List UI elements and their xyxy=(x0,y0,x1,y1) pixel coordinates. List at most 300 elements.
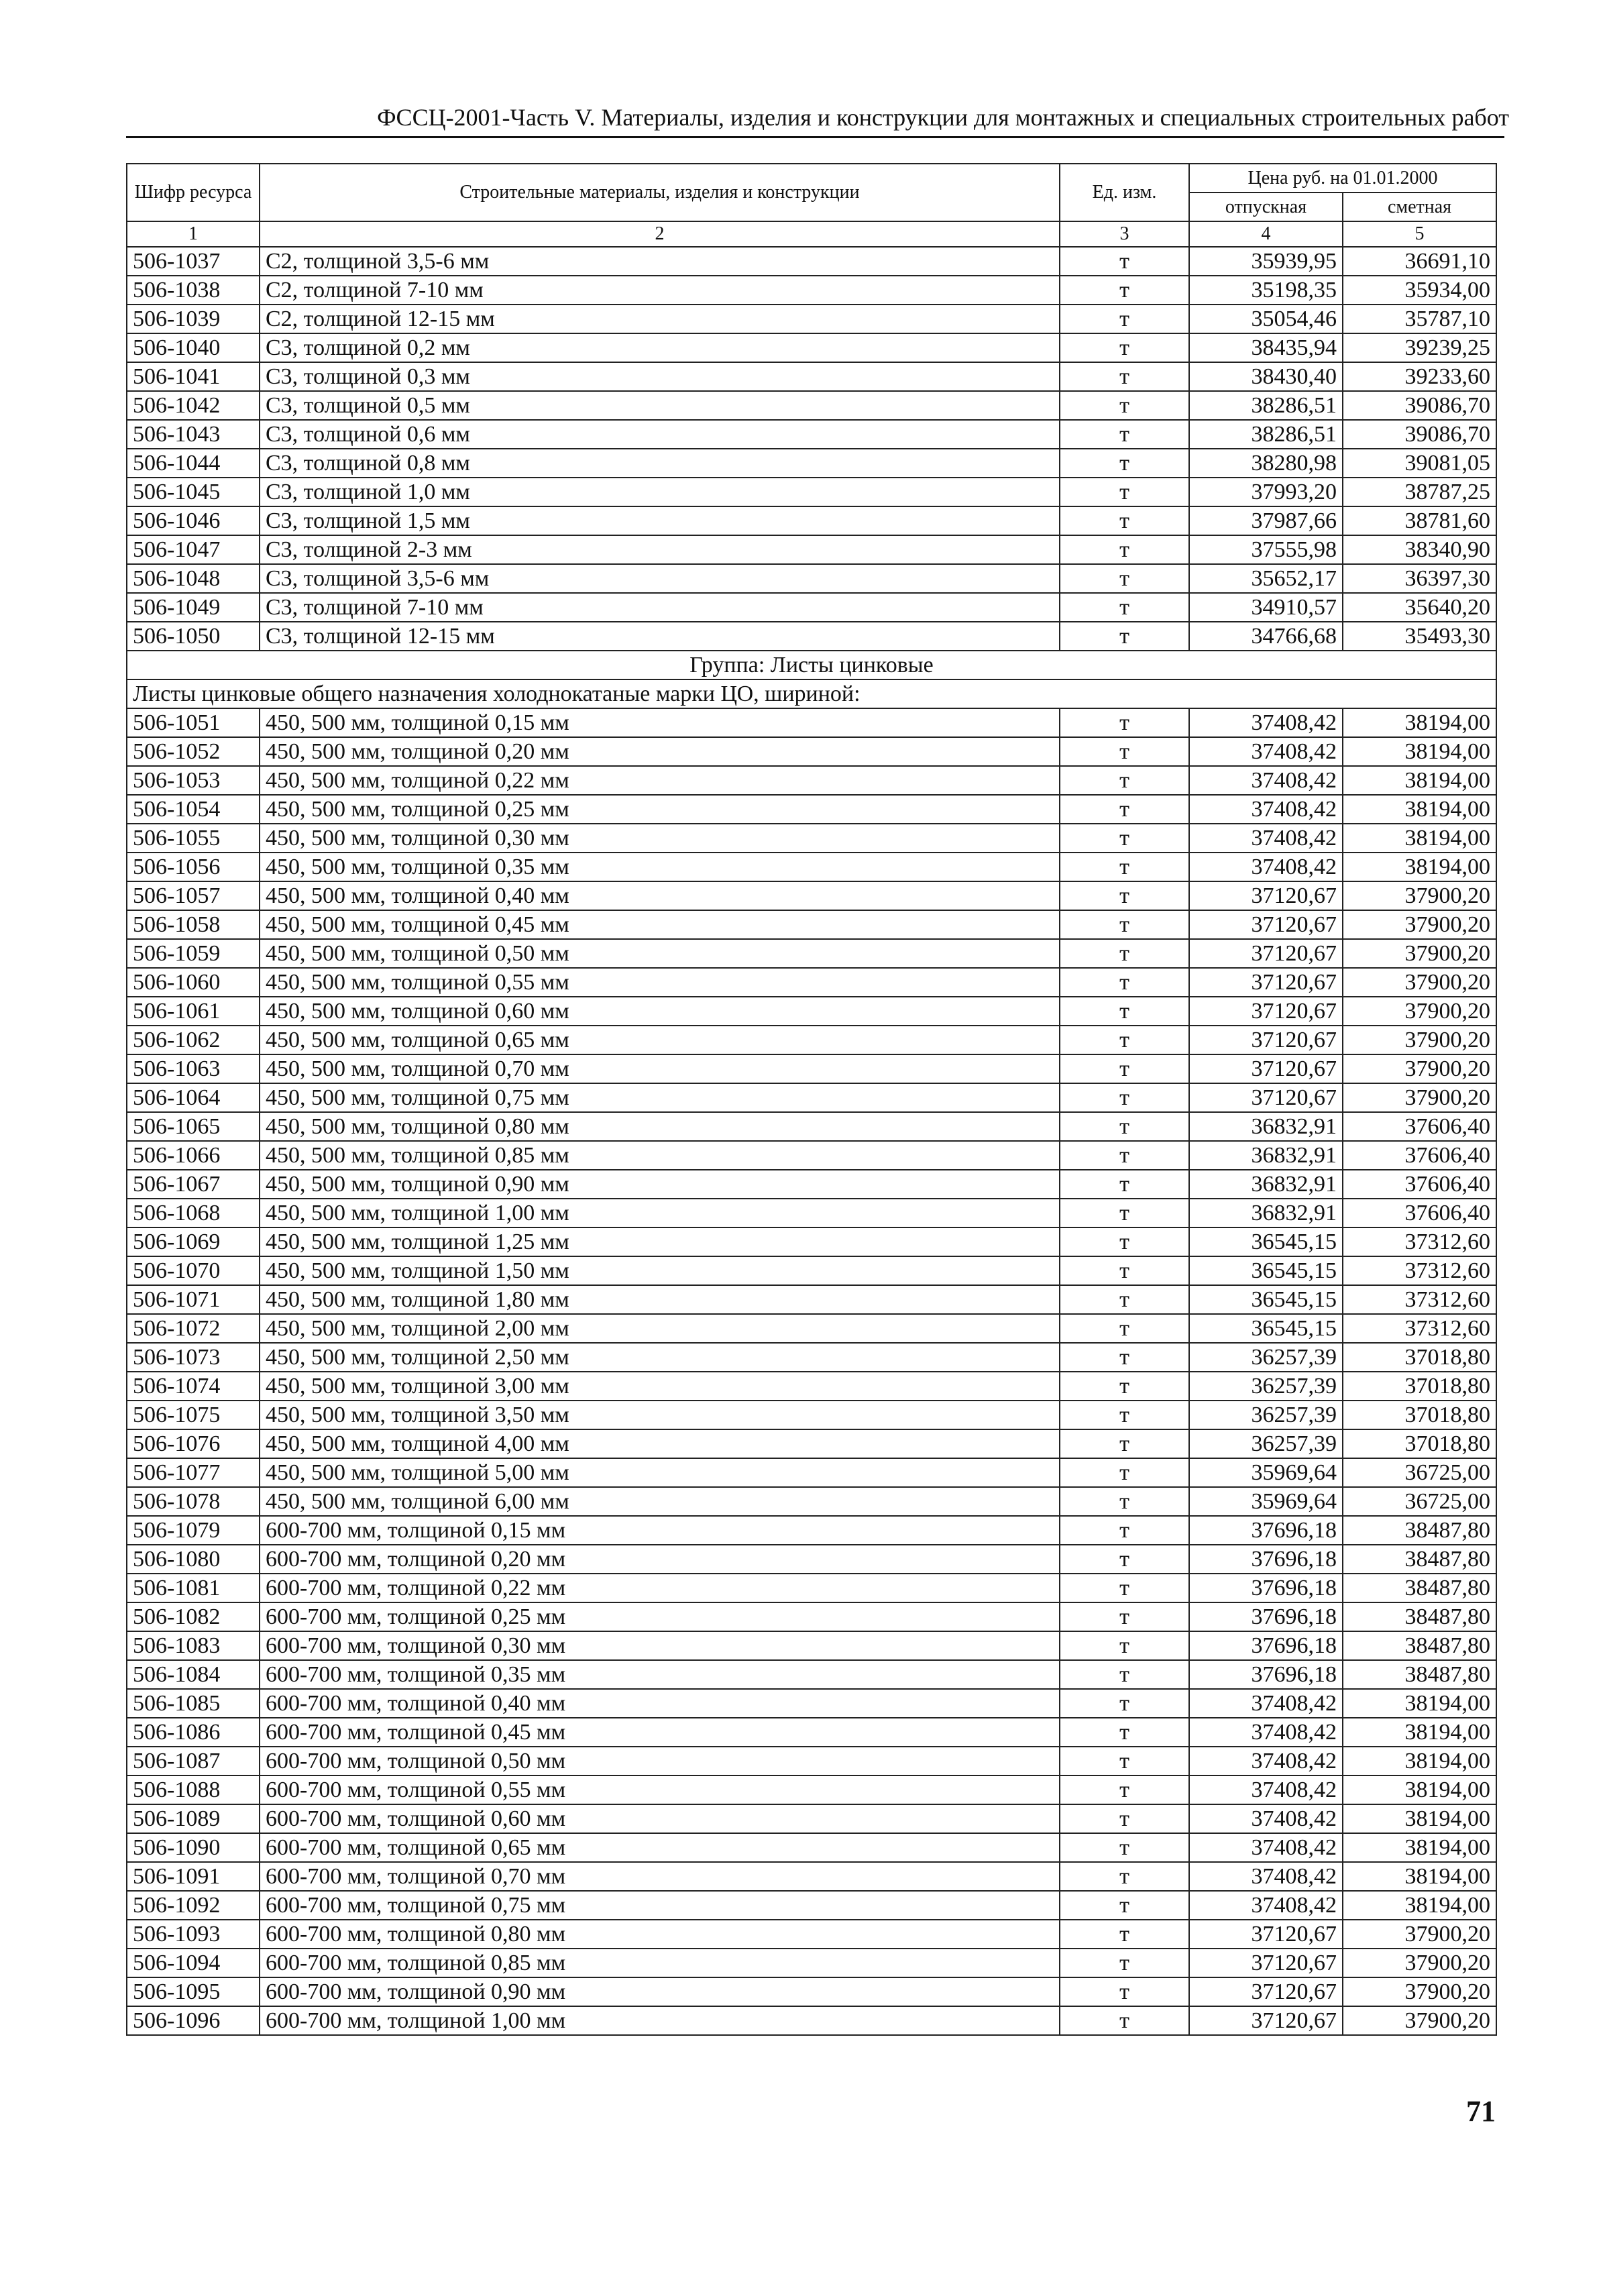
unit-of-measure: т xyxy=(1060,1199,1189,1227)
release-price: 37120,67 xyxy=(1189,881,1343,910)
release-price: 37696,18 xyxy=(1189,1545,1343,1574)
release-price: 37408,42 xyxy=(1189,766,1343,795)
unit-of-measure: т xyxy=(1060,622,1189,651)
release-price: 35969,64 xyxy=(1189,1458,1343,1487)
estimate-price: 38487,80 xyxy=(1343,1631,1496,1660)
resource-code: 506-1085 xyxy=(127,1689,260,1718)
material-name: 600-700 мм, толщиной 0,55 мм xyxy=(260,1775,1060,1804)
page-header-title: ФССЦ-2001-Часть V. Материалы, изделия и конструкции для монтажных и специальных строительных работ xyxy=(377,104,1509,131)
release-price: 36832,91 xyxy=(1189,1199,1343,1227)
material-name: 450, 500 мм, толщиной 0,22 мм xyxy=(260,766,1060,795)
table-row xyxy=(127,997,1496,1026)
material-name: 450, 500 мм, толщиной 0,30 мм xyxy=(260,824,1060,853)
material-name: 450, 500 мм, толщиной 0,90 мм xyxy=(260,1170,1060,1199)
release-price: 37120,67 xyxy=(1189,968,1343,997)
unit-of-measure: т xyxy=(1060,276,1189,305)
table-row xyxy=(127,824,1496,853)
estimate-price: 37900,20 xyxy=(1343,1977,1496,2006)
material-name: С3, толщиной 0,2 мм xyxy=(260,333,1060,362)
material-name: 450, 500 мм, толщиной 1,00 мм xyxy=(260,1199,1060,1227)
unit-of-measure: т xyxy=(1060,593,1189,622)
estimate-price: 38194,00 xyxy=(1343,824,1496,853)
resource-code: 506-1052 xyxy=(127,737,260,766)
table-row xyxy=(127,881,1496,910)
column-number: 2 xyxy=(260,221,1060,247)
resource-code: 506-1046 xyxy=(127,506,260,535)
resource-code: 506-1072 xyxy=(127,1314,260,1343)
estimate-price: 37900,20 xyxy=(1343,997,1496,1026)
estimate-price: 35787,10 xyxy=(1343,305,1496,333)
unit-of-measure: т xyxy=(1060,997,1189,1026)
release-price: 36832,91 xyxy=(1189,1112,1343,1141)
table-row xyxy=(127,1516,1496,1545)
material-name: 450, 500 мм, толщиной 0,60 мм xyxy=(260,997,1060,1026)
unit-of-measure: т xyxy=(1060,1977,1189,2006)
release-price: 36832,91 xyxy=(1189,1170,1343,1199)
estimate-price: 37606,40 xyxy=(1343,1199,1496,1227)
material-name: 450, 500 мм, толщиной 0,85 мм xyxy=(260,1141,1060,1170)
estimate-price: 37900,20 xyxy=(1343,1920,1496,1949)
table-row xyxy=(127,1343,1496,1372)
release-price: 37408,42 xyxy=(1189,1747,1343,1775)
estimate-price: 37018,80 xyxy=(1343,1372,1496,1401)
material-name: С3, толщиной 2-3 мм xyxy=(260,535,1060,564)
estimate-price: 36725,00 xyxy=(1343,1458,1496,1487)
table-row xyxy=(127,1833,1496,1862)
table-row xyxy=(127,1026,1496,1054)
resource-code: 506-1040 xyxy=(127,333,260,362)
resource-code: 506-1062 xyxy=(127,1026,260,1054)
unit-of-measure: т xyxy=(1060,391,1189,420)
release-price: 37120,67 xyxy=(1189,1977,1343,2006)
table-row xyxy=(127,593,1496,622)
unit-of-measure: т xyxy=(1060,1775,1189,1804)
material-name: С3, толщиной 1,5 мм xyxy=(260,506,1060,535)
table-row xyxy=(127,333,1496,362)
release-price: 37696,18 xyxy=(1189,1516,1343,1545)
release-price: 37120,67 xyxy=(1189,1083,1343,1112)
material-name: 600-700 мм, толщиной 0,75 мм xyxy=(260,1891,1060,1920)
estimate-price: 37900,20 xyxy=(1343,1949,1496,1977)
estimate-price: 38194,00 xyxy=(1343,766,1496,795)
estimate-price: 37312,60 xyxy=(1343,1285,1496,1314)
resource-code: 506-1092 xyxy=(127,1891,260,1920)
material-name: 450, 500 мм, толщиной 0,55 мм xyxy=(260,968,1060,997)
table-row xyxy=(127,1602,1496,1631)
release-price: 37696,18 xyxy=(1189,1660,1343,1689)
header-code: Шифр ресурса xyxy=(127,164,260,221)
table-row xyxy=(127,1891,1496,1920)
estimate-price: 38194,00 xyxy=(1343,853,1496,881)
release-price: 34910,57 xyxy=(1189,593,1343,622)
material-name: 600-700 мм, толщиной 0,25 мм xyxy=(260,1602,1060,1631)
release-price: 37408,42 xyxy=(1189,1775,1343,1804)
estimate-price: 37900,20 xyxy=(1343,910,1496,939)
table-row xyxy=(127,1804,1496,1833)
material-name: 600-700 мм, толщиной 0,30 мм xyxy=(260,1631,1060,1660)
material-name: С3, толщиной 3,5-6 мм xyxy=(260,564,1060,593)
estimate-price: 35934,00 xyxy=(1343,276,1496,305)
unit-of-measure: т xyxy=(1060,2006,1189,2035)
unit-of-measure: т xyxy=(1060,910,1189,939)
unit-of-measure: т xyxy=(1060,1343,1189,1372)
release-price: 37408,42 xyxy=(1189,1689,1343,1718)
estimate-price: 37018,80 xyxy=(1343,1343,1496,1372)
estimate-price: 39086,70 xyxy=(1343,420,1496,449)
table-row xyxy=(127,247,1496,276)
table-body-group xyxy=(127,708,1496,2035)
resource-code: 506-1058 xyxy=(127,910,260,939)
table-row xyxy=(127,1314,1496,1343)
unit-of-measure: т xyxy=(1060,824,1189,853)
table-row xyxy=(127,1689,1496,1718)
unit-of-measure: т xyxy=(1060,478,1189,506)
material-name: С3, толщиной 12-15 мм xyxy=(260,622,1060,651)
resource-code: 506-1095 xyxy=(127,1977,260,2006)
material-name: 600-700 мм, толщиной 0,45 мм xyxy=(260,1718,1060,1747)
price-table xyxy=(126,163,1497,2036)
material-name: 600-700 мм, толщиной 0,40 мм xyxy=(260,1689,1060,1718)
estimate-price: 37900,20 xyxy=(1343,2006,1496,2035)
estimate-price: 38194,00 xyxy=(1343,737,1496,766)
material-name: С3, толщиной 0,5 мм xyxy=(260,391,1060,420)
resource-code: 506-1061 xyxy=(127,997,260,1026)
table-row xyxy=(127,1429,1496,1458)
release-price: 38280,98 xyxy=(1189,449,1343,478)
resource-code: 506-1075 xyxy=(127,1401,260,1429)
release-price: 37120,67 xyxy=(1189,997,1343,1026)
table-row xyxy=(127,1718,1496,1747)
unit-of-measure: т xyxy=(1060,420,1189,449)
table-row xyxy=(127,1631,1496,1660)
material-name: 600-700 мм, толщиной 0,35 мм xyxy=(260,1660,1060,1689)
estimate-price: 38194,00 xyxy=(1343,1689,1496,1718)
material-name: 450, 500 мм, толщиной 0,20 мм xyxy=(260,737,1060,766)
release-price: 34766,68 xyxy=(1189,622,1343,651)
estimate-price: 38487,80 xyxy=(1343,1574,1496,1602)
page-number: 71 xyxy=(1466,2095,1496,2128)
resource-code: 506-1082 xyxy=(127,1602,260,1631)
release-price: 37120,67 xyxy=(1189,1920,1343,1949)
release-price: 37408,42 xyxy=(1189,737,1343,766)
table-row xyxy=(127,853,1496,881)
table-row xyxy=(127,1977,1496,2006)
material-name: 600-700 мм, толщиной 0,50 мм xyxy=(260,1747,1060,1775)
table-body-top xyxy=(127,247,1496,651)
estimate-price: 38194,00 xyxy=(1343,708,1496,737)
release-price: 37993,20 xyxy=(1189,478,1343,506)
release-price: 37120,67 xyxy=(1189,1026,1343,1054)
estimate-price: 37900,20 xyxy=(1343,881,1496,910)
header-price: Цена руб. на 01.01.2000 xyxy=(1189,164,1496,193)
resource-code: 506-1077 xyxy=(127,1458,260,1487)
release-price: 37408,42 xyxy=(1189,824,1343,853)
resource-code: 506-1051 xyxy=(127,708,260,737)
unit-of-measure: т xyxy=(1060,1891,1189,1920)
table-row xyxy=(127,737,1496,766)
release-price: 37120,67 xyxy=(1189,2006,1343,2035)
release-price: 36545,15 xyxy=(1189,1256,1343,1285)
table-row xyxy=(127,795,1496,824)
resource-code: 506-1048 xyxy=(127,564,260,593)
release-price: 37408,42 xyxy=(1189,1862,1343,1891)
material-name: 450, 500 мм, толщиной 3,00 мм xyxy=(260,1372,1060,1401)
release-price: 35198,35 xyxy=(1189,276,1343,305)
unit-of-measure: т xyxy=(1060,1458,1189,1487)
material-name: 600-700 мм, толщиной 0,15 мм xyxy=(260,1516,1060,1545)
release-price: 37408,42 xyxy=(1189,1804,1343,1833)
unit-of-measure: т xyxy=(1060,1314,1189,1343)
release-price: 35939,95 xyxy=(1189,247,1343,276)
resource-code: 506-1057 xyxy=(127,881,260,910)
unit-of-measure: т xyxy=(1060,766,1189,795)
table-row xyxy=(127,276,1496,305)
release-price: 37408,42 xyxy=(1189,853,1343,881)
release-price: 37408,42 xyxy=(1189,1833,1343,1862)
material-name: 450, 500 мм, толщиной 1,50 мм xyxy=(260,1256,1060,1285)
table-row xyxy=(127,1372,1496,1401)
resource-code: 506-1038 xyxy=(127,276,260,305)
unit-of-measure: т xyxy=(1060,1833,1189,1862)
material-name: 450, 500 мм, толщиной 0,65 мм xyxy=(260,1026,1060,1054)
table-row xyxy=(127,766,1496,795)
table-row xyxy=(127,506,1496,535)
estimate-price: 38487,80 xyxy=(1343,1602,1496,1631)
unit-of-measure: т xyxy=(1060,1545,1189,1574)
estimate-price: 38194,00 xyxy=(1343,1891,1496,1920)
header-estimate-price: сметная xyxy=(1343,193,1496,221)
release-price: 38430,40 xyxy=(1189,362,1343,391)
estimate-price: 38194,00 xyxy=(1343,1775,1496,1804)
unit-of-measure: т xyxy=(1060,535,1189,564)
unit-of-measure: т xyxy=(1060,506,1189,535)
unit-of-measure: т xyxy=(1060,1083,1189,1112)
resource-code: 506-1049 xyxy=(127,593,260,622)
resource-code: 506-1054 xyxy=(127,795,260,824)
resource-code: 506-1090 xyxy=(127,1833,260,1862)
material-name: С2, толщиной 3,5-6 мм xyxy=(260,247,1060,276)
estimate-price: 38487,80 xyxy=(1343,1516,1496,1545)
material-name: 600-700 мм, толщиной 0,70 мм xyxy=(260,1862,1060,1891)
resource-code: 506-1042 xyxy=(127,391,260,420)
table-row xyxy=(127,1401,1496,1429)
estimate-price: 38487,80 xyxy=(1343,1660,1496,1689)
table-row xyxy=(127,478,1496,506)
resource-code: 506-1087 xyxy=(127,1747,260,1775)
resource-code: 506-1070 xyxy=(127,1256,260,1285)
material-name: 450, 500 мм, толщиной 0,50 мм xyxy=(260,939,1060,968)
release-price: 36257,39 xyxy=(1189,1429,1343,1458)
release-price: 37120,67 xyxy=(1189,910,1343,939)
table-row xyxy=(127,420,1496,449)
estimate-price: 38194,00 xyxy=(1343,1804,1496,1833)
estimate-price: 36725,00 xyxy=(1343,1487,1496,1516)
column-number: 3 xyxy=(1060,221,1189,247)
header-release-price: отпускная xyxy=(1189,193,1343,221)
resource-code: 506-1045 xyxy=(127,478,260,506)
release-price: 37555,98 xyxy=(1189,535,1343,564)
material-name: 450, 500 мм, толщиной 3,50 мм xyxy=(260,1401,1060,1429)
resource-code: 506-1059 xyxy=(127,939,260,968)
unit-of-measure: т xyxy=(1060,564,1189,593)
unit-of-measure: т xyxy=(1060,1026,1189,1054)
release-price: 37408,42 xyxy=(1189,708,1343,737)
estimate-price: 37018,80 xyxy=(1343,1401,1496,1429)
unit-of-measure: т xyxy=(1060,1227,1189,1256)
release-price: 37408,42 xyxy=(1189,1891,1343,1920)
release-price: 38286,51 xyxy=(1189,420,1343,449)
unit-of-measure: т xyxy=(1060,1804,1189,1833)
release-price: 37120,67 xyxy=(1189,1949,1343,1977)
material-name: 450, 500 мм, толщиной 0,80 мм xyxy=(260,1112,1060,1141)
table-row xyxy=(127,1862,1496,1891)
resource-code: 506-1076 xyxy=(127,1429,260,1458)
table-row xyxy=(127,362,1496,391)
resource-code: 506-1071 xyxy=(127,1285,260,1314)
unit-of-measure: т xyxy=(1060,305,1189,333)
unit-of-measure: т xyxy=(1060,795,1189,824)
estimate-price: 37900,20 xyxy=(1343,968,1496,997)
unit-of-measure: т xyxy=(1060,1256,1189,1285)
resource-code: 506-1080 xyxy=(127,1545,260,1574)
table-row xyxy=(127,564,1496,593)
resource-code: 506-1073 xyxy=(127,1343,260,1372)
material-name: 600-700 мм, толщиной 0,20 мм xyxy=(260,1545,1060,1574)
unit-of-measure: т xyxy=(1060,1285,1189,1314)
unit-of-measure: т xyxy=(1060,449,1189,478)
estimate-price: 37312,60 xyxy=(1343,1314,1496,1343)
release-price: 37987,66 xyxy=(1189,506,1343,535)
unit-of-measure: т xyxy=(1060,1920,1189,1949)
unit-of-measure: т xyxy=(1060,1487,1189,1516)
release-price: 37696,18 xyxy=(1189,1602,1343,1631)
release-price: 35969,64 xyxy=(1189,1487,1343,1516)
resource-code: 506-1060 xyxy=(127,968,260,997)
table-row xyxy=(127,1747,1496,1775)
material-name: 600-700 мм, толщиной 1,00 мм xyxy=(260,2006,1060,2035)
table-row xyxy=(127,939,1496,968)
table-row xyxy=(127,1083,1496,1112)
table-row xyxy=(127,1920,1496,1949)
table-row xyxy=(127,1285,1496,1314)
estimate-price: 38194,00 xyxy=(1343,1747,1496,1775)
unit-of-measure: т xyxy=(1060,1401,1189,1429)
group-header xyxy=(127,651,1496,708)
estimate-price: 37900,20 xyxy=(1343,1054,1496,1083)
material-name: 450, 500 мм, толщиной 0,75 мм xyxy=(260,1083,1060,1112)
material-name: 450, 500 мм, толщиной 0,45 мм xyxy=(260,910,1060,939)
resource-code: 506-1084 xyxy=(127,1660,260,1689)
estimate-price: 38487,80 xyxy=(1343,1545,1496,1574)
table-row xyxy=(127,1660,1496,1689)
unit-of-measure: т xyxy=(1060,1660,1189,1689)
header-unit: Ед. изм. xyxy=(1060,164,1189,221)
release-price: 35054,46 xyxy=(1189,305,1343,333)
estimate-price: 37018,80 xyxy=(1343,1429,1496,1458)
table-row xyxy=(127,535,1496,564)
resource-code: 506-1044 xyxy=(127,449,260,478)
unit-of-measure: т xyxy=(1060,1949,1189,1977)
unit-of-measure: т xyxy=(1060,939,1189,968)
table-row xyxy=(127,968,1496,997)
resource-code: 506-1096 xyxy=(127,2006,260,2035)
release-price: 37120,67 xyxy=(1189,939,1343,968)
unit-of-measure: т xyxy=(1060,1747,1189,1775)
unit-of-measure: т xyxy=(1060,708,1189,737)
material-name: 450, 500 мм, толщиной 0,25 мм xyxy=(260,795,1060,824)
release-price: 38286,51 xyxy=(1189,391,1343,420)
material-name: 600-700 мм, толщиной 0,80 мм xyxy=(260,1920,1060,1949)
release-price: 35652,17 xyxy=(1189,564,1343,593)
resource-code: 506-1067 xyxy=(127,1170,260,1199)
estimate-price: 39239,25 xyxy=(1343,333,1496,362)
estimate-price: 39081,05 xyxy=(1343,449,1496,478)
table-row xyxy=(127,2006,1496,2035)
material-name: 450, 500 мм, толщиной 0,35 мм xyxy=(260,853,1060,881)
estimate-price: 38194,00 xyxy=(1343,1833,1496,1862)
table-row xyxy=(127,1574,1496,1602)
resource-code: 506-1041 xyxy=(127,362,260,391)
unit-of-measure: т xyxy=(1060,333,1189,362)
release-price: 38435,94 xyxy=(1189,333,1343,362)
material-name: 450, 500 мм, толщиной 1,80 мм xyxy=(260,1285,1060,1314)
release-price: 36257,39 xyxy=(1189,1343,1343,1372)
table-row xyxy=(127,1054,1496,1083)
resource-code: 506-1069 xyxy=(127,1227,260,1256)
resource-code: 506-1066 xyxy=(127,1141,260,1170)
material-name: С3, толщиной 0,6 мм xyxy=(260,420,1060,449)
unit-of-measure: т xyxy=(1060,1141,1189,1170)
release-price: 36257,39 xyxy=(1189,1372,1343,1401)
table-row xyxy=(127,1458,1496,1487)
resource-code: 506-1086 xyxy=(127,1718,260,1747)
resource-code: 506-1068 xyxy=(127,1199,260,1227)
column-number: 1 xyxy=(127,221,260,247)
estimate-price: 37312,60 xyxy=(1343,1256,1496,1285)
unit-of-measure: т xyxy=(1060,1112,1189,1141)
estimate-price: 38194,00 xyxy=(1343,1862,1496,1891)
estimate-price: 37900,20 xyxy=(1343,1083,1496,1112)
estimate-price: 38194,00 xyxy=(1343,795,1496,824)
column-number: 4 xyxy=(1189,221,1343,247)
unit-of-measure: т xyxy=(1060,968,1189,997)
group-title: Группа: Листы цинковые xyxy=(127,651,1496,679)
material-name: 450, 500 мм, толщиной 2,50 мм xyxy=(260,1343,1060,1372)
unit-of-measure: т xyxy=(1060,1170,1189,1199)
resource-code: 506-1047 xyxy=(127,535,260,564)
material-name: 450, 500 мм, толщиной 1,25 мм xyxy=(260,1227,1060,1256)
table-row xyxy=(127,622,1496,651)
release-price: 36832,91 xyxy=(1189,1141,1343,1170)
unit-of-measure: т xyxy=(1060,853,1189,881)
table-row xyxy=(127,910,1496,939)
unit-of-measure: т xyxy=(1060,1429,1189,1458)
resource-code: 506-1081 xyxy=(127,1574,260,1602)
resource-code: 506-1083 xyxy=(127,1631,260,1660)
table-row xyxy=(127,1227,1496,1256)
resource-code: 506-1050 xyxy=(127,622,260,651)
resource-code: 506-1078 xyxy=(127,1487,260,1516)
estimate-price: 35640,20 xyxy=(1343,593,1496,622)
release-price: 37408,42 xyxy=(1189,1718,1343,1747)
release-price: 36545,15 xyxy=(1189,1285,1343,1314)
material-name: 450, 500 мм, толщиной 0,40 мм xyxy=(260,881,1060,910)
material-name: 450, 500 мм, толщиной 2,00 мм xyxy=(260,1314,1060,1343)
table-row xyxy=(127,1199,1496,1227)
estimate-price: 38340,90 xyxy=(1343,535,1496,564)
material-name: 600-700 мм, толщиной 0,22 мм xyxy=(260,1574,1060,1602)
release-price: 37696,18 xyxy=(1189,1574,1343,1602)
